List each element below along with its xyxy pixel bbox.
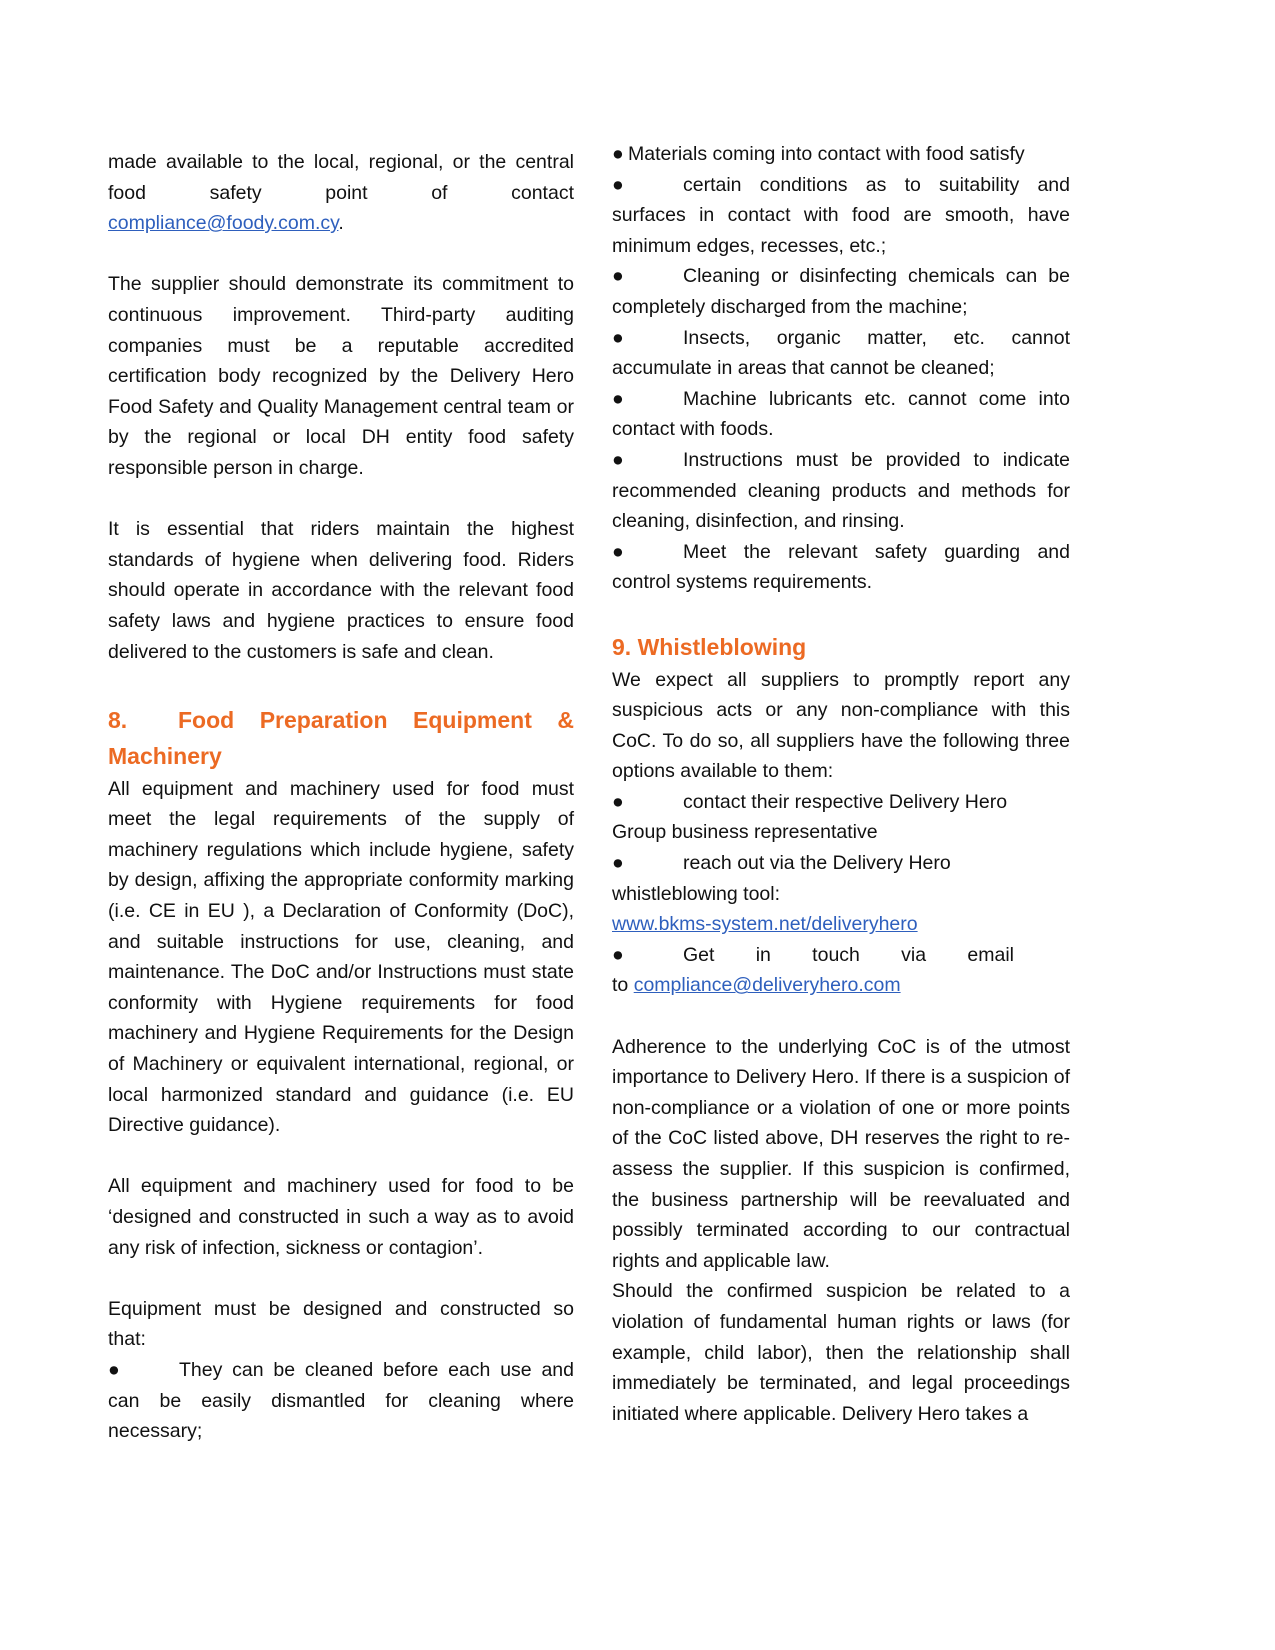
bullet-icon: ● [612, 173, 624, 196]
bullet-item [612, 139, 1070, 170]
bkms-link[interactable]: www.bkms-system.net/deliveryhero [612, 913, 918, 936]
option-2 [612, 848, 1070, 879]
paragraph-adherence: Adherence to the underlying CoC is of the utmost importance to Delivery Hero. If there is a suspicion of non-compliance or a violation of one or more points of the CoC listed above, DH reserves the right to re-assess the supplier. If this suspicion is confirmed, the business partnership will be reevaluated and possibly terminated according to our contractual rights and applicable law. [612, 1035, 1070, 1272]
spacer [108, 1263, 574, 1294]
bullet-icon: ● [612, 448, 624, 471]
paragraph-whistleblowing-intro: We expect all suppliers to promptly report any suspicious acts or any non-compliance with this CoC. To do so, all suppliers have the following three options available to them: [612, 668, 1070, 783]
bullet-text: certain conditions as to suitability and surfaces in contact with food are smooth, have minimum edges, recesses, etc.; [612, 173, 1070, 257]
intro-line-3 [108, 208, 574, 239]
bullet-icon: ● [612, 790, 624, 813]
section-8-title: Food Preparation Equipment & Machinery [108, 706, 574, 769]
option-2-cont: whistleblowing tool: [612, 882, 781, 905]
bullet-text: Instructions must be provided to indicate recommended cleaning products and methods for cleaning, disinfection, and rinsing. [612, 448, 1070, 533]
bullet-icon: ● [612, 387, 624, 410]
option-1 [612, 787, 1070, 818]
bullet-icon: ● [612, 540, 624, 563]
paragraph-riders: It is essential that riders maintain the highest standards of hygiene when delivering food. Riders should operate in accordance with the relevant food safety laws and hygiene practices to ensure food delivered to the customers is safe and clean. [108, 518, 574, 663]
bullet-icon: ● [612, 326, 624, 349]
bullet-icon: ● [612, 943, 624, 966]
intro-line-1: made available to the local, regional, or the central [108, 151, 574, 173]
spacer [108, 667, 574, 698]
option-3 [612, 940, 1014, 971]
foody-email-link[interactable]: compliance@foody.com.cy [108, 212, 339, 235]
period: . [338, 212, 344, 235]
spacer [108, 239, 574, 270]
option-3-text: Get in touch via email [683, 943, 1014, 966]
option-1-text: contact their respective Delivery Hero [683, 790, 1008, 813]
option-2-link-line [612, 909, 1070, 940]
bullet-text: Materials coming into contact with food satisfy [628, 143, 1025, 165]
intro-line-2: food safety point of contact [108, 181, 574, 204]
bullet-text: Meet the relevant safety guarding and control systems requirements. [612, 540, 1070, 594]
spacer [108, 484, 574, 515]
spacer [612, 1001, 1070, 1032]
left-column [108, 147, 574, 1447]
option-2-text: reach out via the Delivery Hero [683, 852, 951, 875]
bullet-icon: ● [612, 852, 624, 875]
option-3-email-line [612, 970, 1070, 1001]
spacer [612, 598, 1070, 629]
section-8-heading [108, 702, 574, 774]
paragraph-improvement: The supplier should demonstrate its commitment to continuous improvement. Third-party auditing companies must be a reputable accredited certification body recognized by the Delivery Hero Food Safety and Quality Management central team or by the regional or local DH entity food safety responsible person in charge. [108, 273, 574, 479]
section-8-number: 8. [108, 706, 128, 733]
bullet-icon: ● [612, 143, 624, 165]
bullet-item [612, 384, 1070, 445]
bullet-text: Insects, organic matter, etc. cannot accumulate in areas that cannot be cleaned; [612, 326, 1070, 380]
to-label: to [612, 974, 629, 997]
bullet-item [612, 261, 1070, 322]
paragraph-equipment-intro: Equipment must be designed and constructed so that: [108, 1297, 574, 1351]
section-9-heading: 9. Whistleblowing [612, 633, 807, 660]
paragraph-designed: All equipment and machinery used for food to be ‘designed and constructed in such a way as to avoid any risk of infection, sickness or contagion’. [108, 1175, 574, 1259]
spacer [108, 1141, 574, 1172]
deliveryhero-email-link[interactable]: compliance@deliveryhero.com [633, 974, 901, 997]
paragraph-should: Should the confirmed suspicion be related to a violation of fundamental human rights or laws (for example, child labor), then the relationship shall immediately be terminated, and legal proceedings initiated where applicable. Delivery Hero takes a [612, 1280, 1070, 1425]
bullet-icon: ● [612, 265, 624, 288]
paragraph-requirements: All equipment and machinery used for food must meet the legal requirements of the supply of machinery regulations which include hygiene, safety by design, affixing the appropriate conformity marking (i.e. CE in EU ), a Declaration of Conformity (DoC), and suitable instructions for use, cleaning, and maintenance. The DoC and/or Instructions must state conformity with Hygiene requirements for food machinery and Hygiene Requirements for the Design of Machinery or equivalent international, regional, or local harmonized standard and guidance (i.e. EU Directive guidance). [108, 777, 574, 1137]
bullet-item [108, 1355, 574, 1447]
bullet-text: They can be cleaned before each use and can be easily dismantled for cleaning where necessary; [108, 1358, 574, 1443]
bullet-item [612, 323, 1070, 384]
option-1-cont: Group business representative [612, 821, 878, 844]
bullet-item [612, 445, 1070, 537]
bullet-item [612, 537, 1070, 598]
bullet-item [612, 170, 1070, 262]
bullet-text: Machine lubricants etc. cannot come into contact with foods. [612, 387, 1070, 441]
bullet-icon: ● [108, 1358, 120, 1381]
right-column [612, 139, 1070, 1429]
bullet-text: Cleaning or disinfecting chemicals can be completely discharged from the machine; [612, 265, 1070, 318]
